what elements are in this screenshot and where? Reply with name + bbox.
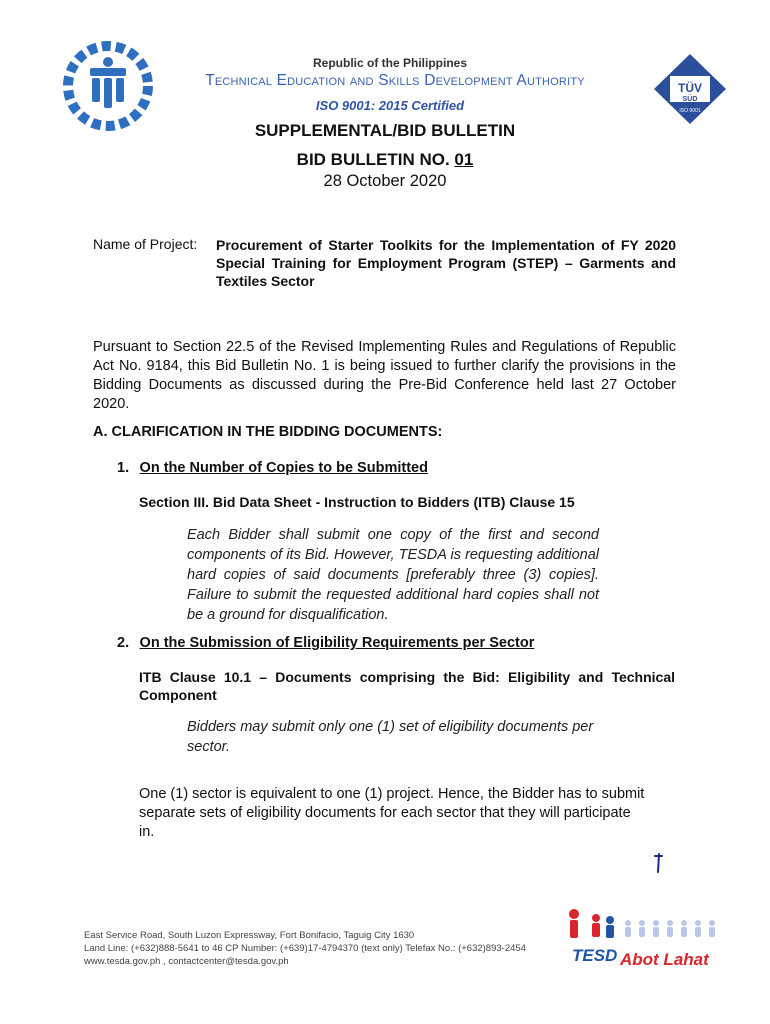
- item-1-heading: [117, 459, 428, 477]
- footer-address: East Service Road, South Luzon Expressway, Fort Bonifacio, Taguig City 1630: [84, 930, 415, 941]
- footer-phones: Land Line: (+632)888-5641 to 46 CP Number: (+639)17-4794370 (text only) Telefax No.: (+632)893-2454: [84, 943, 526, 954]
- bulletin-date: 28 October 2020: [323, 172, 447, 190]
- item-2-heading: [117, 634, 534, 652]
- tuv-certification-badge: [652, 52, 728, 126]
- item-1-title: On the Number of Copies to be Submitted: [139, 460, 428, 476]
- project-name: Procurement of Starter Toolkits for the Implementation of FY 2020 Special Training for Employment Program (STEP) – Garments and Textiles Sector: [216, 237, 676, 289]
- footer-contact: [84, 929, 554, 968]
- item-2-note: One (1) sector is equivalent to one (1) project. Hence, the Bidder has to submit separate sets of eligibility documents for each sector that they will participate in.: [139, 786, 645, 840]
- republic-label: Republic of the Philippines: [312, 56, 467, 70]
- tagline-right: Abot Lahat: [620, 950, 709, 969]
- bulletin-prefix: BID BULLETIN NO.: [296, 150, 455, 169]
- tesda-logo: [62, 40, 154, 132]
- badge-bottom-text: ISO 9001: [679, 108, 701, 114]
- item-2-subheading: ITB Clause 10.1 – Documents comprising the Bid: Eligibility and Technical Component: [139, 669, 675, 703]
- footer-web: www.tesda.gov.ph , contactcenter@tesda.gov.ph: [84, 956, 289, 967]
- intro-paragraph: Pursuant to Section 22.5 of the Revised Implementing Rules and Regulations of Republic Act No. 9184, this Bid Bulletin No. 1 is being issued to further clarify the provisions in the Bidding Documents as discussed during the Pre-Bid Conference held last 27 October 2020.: [93, 339, 676, 412]
- item-2-title: On the Submission of Eligibility Requirements per Sector: [139, 635, 535, 651]
- item-2-quote: Bidders may submit only one (1) set of eligibility documents per sector.: [187, 719, 594, 755]
- bulletin-number-heading: [100, 150, 670, 170]
- badge-top-text: TÜV: [678, 81, 702, 95]
- tesda-abot-lahat-logo: [560, 905, 730, 971]
- document-title: SUPPLEMENTAL/BID BULLETIN: [254, 121, 516, 140]
- project-label: Name of Project:: [93, 236, 198, 252]
- section-a-heading: A. CLARIFICATION IN THE BIDDING DOCUMENTS:: [93, 424, 443, 440]
- badge-sub-text: SÜD: [682, 96, 698, 103]
- item-2-number: 2.: [117, 635, 130, 651]
- tagline-left: TESD: [572, 946, 618, 965]
- iso-certification: ISO 9001: 2015 Certified: [315, 98, 465, 113]
- item-1-subheading: Section III. Bid Data Sheet - Instruction to Bidders (ITB) Clause 15: [139, 494, 575, 510]
- agency-name: Technical Education and Skills Development Authority: [205, 72, 585, 89]
- item-1-quote: Each Bidder shall submit one copy of the first and second components of its Bid. However, TESDA is requesting additional hard copies of said documents [preferably three (3) copies]. Failure to submit the requested additional hard copies shall not be a ground for disqualification.: [187, 527, 599, 623]
- bulletin-number: 01: [454, 150, 474, 169]
- handwritten-initial: [650, 852, 668, 874]
- item-1-number: 1.: [117, 460, 130, 476]
